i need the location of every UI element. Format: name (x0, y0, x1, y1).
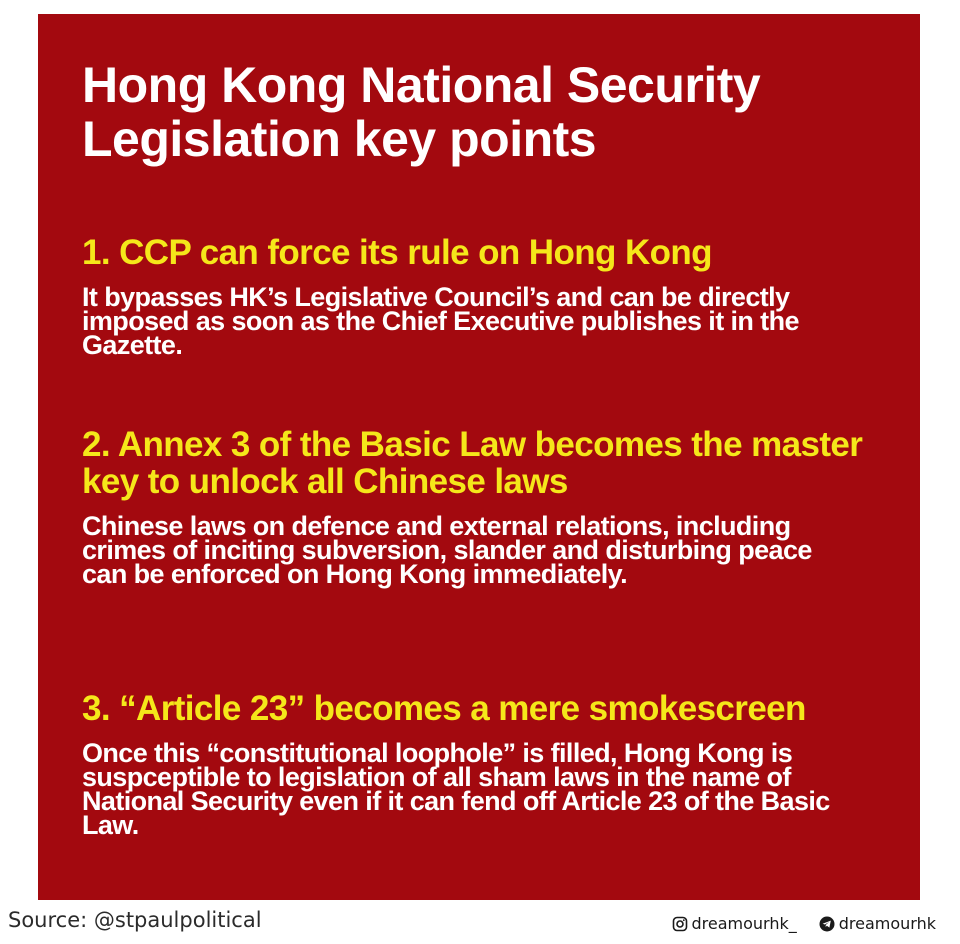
instagram-handle[interactable] (672, 914, 797, 933)
telegram-handle-text: dreamourhk (838, 914, 936, 933)
key-point-heading: 2. Annex 3 of the Basic Law becomes the master key to unlock all Chinese laws (82, 425, 863, 501)
telegram-handle[interactable] (819, 914, 936, 933)
instagram-handle-text: dreamourhk_ (691, 914, 797, 933)
poster (38, 14, 920, 900)
footer (0, 900, 960, 944)
key-point-heading: 3. “Article 23” becomes a mere smokescreen (82, 689, 806, 728)
poster-title: Hong Kong National Security Legislation key points (82, 57, 761, 167)
social-handles (672, 914, 937, 933)
key-point-heading: 1. CCP can force its rule on Hong Kong (82, 233, 712, 272)
key-point-3 (82, 689, 922, 840)
key-point-body: Once this “constitutional loophole” is filled, Hong Kong is suspceptible to legislation of all sham laws in the name of National Security even if it can fend off Article 23 of the Basic Law. (82, 738, 830, 840)
key-point-1 (82, 233, 922, 360)
telegram-icon (819, 916, 835, 932)
key-point-2 (82, 425, 922, 589)
source-credit: Source: @stpaulpolitical (8, 908, 262, 932)
instagram-icon (672, 916, 688, 932)
key-point-body: Chinese laws on defence and external relations, including crimes of inciting subversion, slander and disturbing peace can be enforced on Hong Kong immediately. (82, 511, 812, 589)
key-point-body: It bypasses HK’s Legislative Council’s and can be directly imposed as soon as the Chief Executive publishes it in the Gazette. (82, 282, 799, 360)
